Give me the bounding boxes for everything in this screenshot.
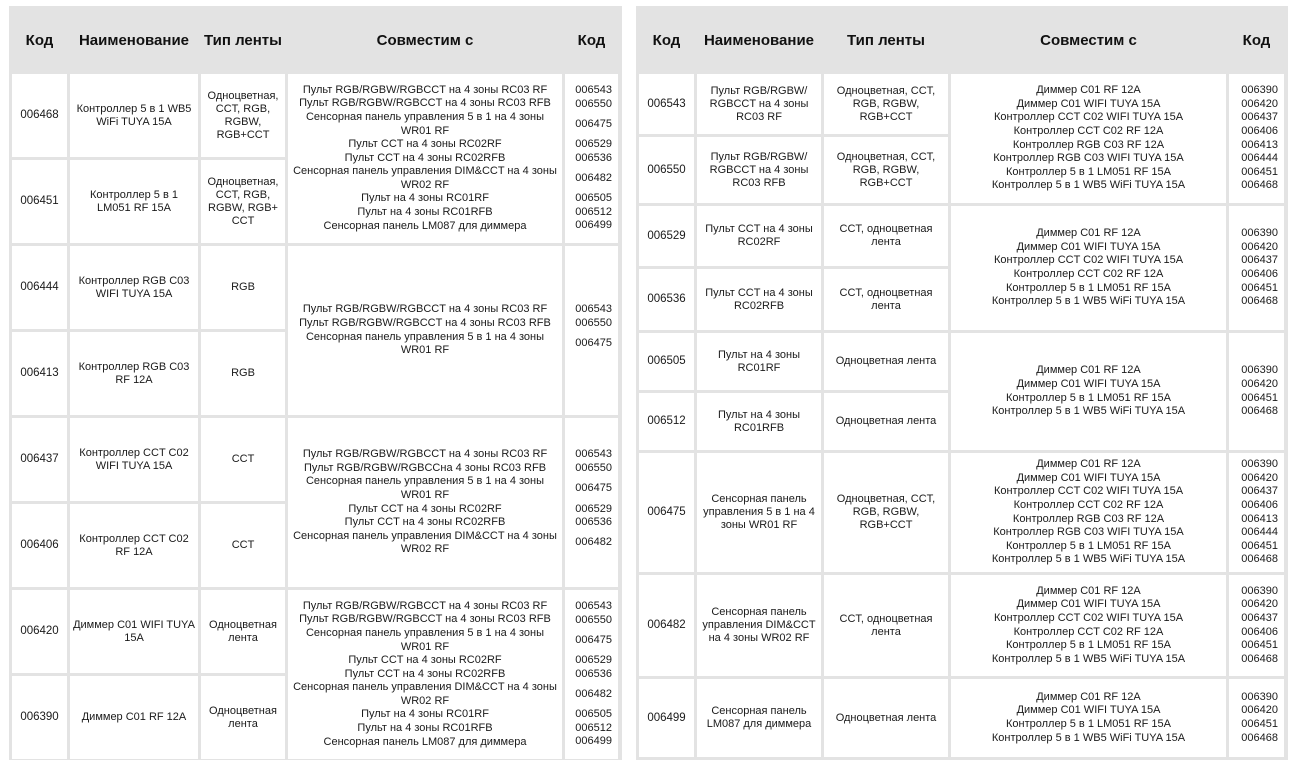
compatible-item: Пульт на 4 зоны RC01RF (361, 192, 489, 205)
compatible-item: Пульт на 4 зоны RC01RF (361, 708, 489, 721)
compatible-item: Пульт CCT на 4 зоны RC02RFB (344, 151, 506, 164)
compatible-item: Контроллер 5 в 1 LM051 RF 15A (1006, 639, 1171, 652)
compatible-item: Диммер C01 RF 12A (1036, 227, 1141, 240)
compatible-item: Контроллер CCT C02 WIFI TUYA 15A (993, 254, 1184, 267)
compatible-item: Контроллер 5 в 1 WB5 WiFi TUYA 15A (991, 731, 1186, 744)
compatible-codes (1229, 74, 1284, 203)
product-code: 006413 (12, 332, 67, 415)
compatible-codes (1229, 575, 1284, 676)
header-compat: Совместим с (288, 9, 562, 71)
compatible-item-code: 006390 (1241, 84, 1278, 97)
product-name: Сенсорная панель управления 5 в 1 на 4 зоны WR01 RF (697, 453, 821, 572)
product-code: 006505 (639, 333, 694, 390)
header-name: Наименование (70, 9, 198, 71)
compatible-item-code: 006468 (1241, 553, 1278, 566)
compatible-item-code: 006390 (1241, 584, 1278, 597)
compatible-item: Контроллер 5 в 1 WB5 WiFi TUYA 15A (991, 405, 1186, 418)
product-name: Пульт CCT на 4 зоны RC02RF (697, 206, 821, 266)
compatible-item: Диммер C01 WIFI TUYA 15A (1016, 704, 1161, 717)
compatible-codes (565, 246, 618, 415)
compatible-item-code: 006475 (575, 482, 612, 495)
compatible-item: Пульт RGB/RGBW/RGBCCT на 4 зоны RC03 RF (302, 599, 548, 612)
product-code: 006529 (639, 206, 694, 266)
compatible-item-code: 006406 (1241, 124, 1278, 137)
compatible-item: Пульт на 4 зоны RC01RFB (357, 722, 493, 735)
compatible-item-code: 006550 (575, 97, 612, 110)
compatible-item-code: 006468 (1241, 295, 1278, 308)
compatible-list (288, 418, 562, 587)
compatible-item: Пульт RGB/RGBW/RGBCCT на 4 зоны RC03 RF (302, 448, 548, 461)
compatible-item-code: 006468 (1241, 405, 1278, 418)
compatible-item-code: 006420 (1241, 240, 1278, 253)
compatible-item: Диммер C01 WIFI TUYA 15A (1016, 97, 1161, 110)
product-code: 006512 (639, 393, 694, 450)
compatible-codes (1229, 206, 1284, 330)
strip-type: RGB (201, 246, 285, 329)
header-code: Код (12, 9, 67, 71)
compatible-item: Диммер C01 RF 12A (1036, 690, 1141, 703)
compatible-item-code: 006413 (1241, 512, 1278, 525)
header-code2: Код (565, 9, 618, 71)
compatible-item-code: 006420 (1241, 471, 1278, 484)
compatible-item: Диммер C01 RF 12A (1036, 84, 1141, 97)
compatible-item: Пульт CCT на 4 зоны RC02RFB (344, 516, 506, 529)
compatible-item-code: 006499 (575, 735, 612, 748)
strip-type: Одноцветная, CCT, RGB, RGBW, RGB+ CCT (201, 160, 285, 243)
product-name: Пульт RGB/RGBW/ RGBCCT на 4 зоны RC03 RFB (697, 137, 821, 203)
product-name: Пульт на 4 зоны RC01RF (697, 333, 821, 390)
compatible-item: Контроллер 5 в 1 LM051 RF 15A (1006, 539, 1171, 552)
strip-type: Одноцветная, CCT, RGB, RGBW, RGB+CCT (824, 453, 948, 572)
compatible-item: Сенсорная панель LM087 для диммера (323, 735, 527, 748)
compatible-item: Сенсорная панель LM087 для диммера (323, 219, 527, 232)
header-code2: Код (1229, 9, 1284, 71)
product-code: 006475 (639, 453, 694, 572)
compatibility-table-left (9, 6, 622, 760)
product-name: Диммер C01 WIFI TUYA 15A (70, 590, 198, 673)
compatible-item: Сенсорная панель управления 5 в 1 на 4 зоны WR01 RF (305, 330, 545, 357)
compatible-item-code: 006505 (575, 192, 612, 205)
compatible-item: Сенсорная панель управления DIM&CCT на 4 зоны WR02 RF (293, 529, 557, 556)
strip-type: Одноцветная, CCT, RGB, RGBW, RGB+CCT (824, 74, 948, 134)
compatible-item-code: 006413 (1241, 138, 1278, 151)
compatible-item-code: 006529 (575, 502, 612, 515)
compatible-item-code: 006475 (575, 337, 612, 350)
compatible-item: Контроллер CCT C02 RF 12A (1013, 124, 1164, 137)
compatible-item-code: 006536 (575, 516, 612, 529)
compatible-item-code: 006468 (1241, 179, 1278, 192)
compatible-item-code: 006482 (575, 688, 612, 700)
compatible-item: Пульт на 4 зоны RC01RFB (357, 206, 493, 219)
compatible-item: Диммер C01 WIFI TUYA 15A (1016, 598, 1161, 611)
compatible-item-code: 006550 (575, 613, 612, 626)
product-code: 006390 (12, 676, 67, 759)
product-name: Контроллер RGB C03 WIFI TUYA 15A (70, 246, 198, 329)
compatible-codes (565, 74, 618, 243)
compatible-item-code: 006543 (575, 599, 612, 612)
compatible-item-code: 006420 (1241, 97, 1278, 110)
compatible-item-code: 006482 (575, 536, 612, 549)
compatible-item: Контроллер 5 в 1 LM051 RF 15A (1006, 391, 1171, 404)
compatible-item-code: 006437 (1241, 485, 1278, 498)
compatible-item: Контроллер RGB C03 RF 12A (1012, 138, 1165, 151)
strip-type: CCT (201, 504, 285, 587)
header-type: Тип ленты (824, 9, 948, 71)
product-code: 006543 (639, 74, 694, 134)
header-compat: Совместим с (951, 9, 1226, 71)
compatible-codes (1229, 679, 1284, 757)
compatible-list (288, 246, 562, 415)
compatible-item: Пульт RGB/RGBW/RGBCCT на 4 зоны RC03 RF (302, 303, 548, 316)
compatible-item: Контроллер 5 в 1 LM051 RF 15A (1006, 281, 1171, 294)
strip-type: Одноцветная лента (201, 590, 285, 673)
strip-type: CCT, одноцветная лента (824, 575, 948, 676)
compatible-codes (565, 590, 618, 759)
compatible-item: Контроллер CCT C02 RF 12A (1013, 268, 1164, 280)
compatible-item-code: 006444 (1241, 526, 1278, 539)
compatibility-table-right (636, 6, 1288, 760)
compatible-item-code: 006543 (575, 448, 612, 461)
compatible-item: Контроллер 5 в 1 LM051 RF 15A (1006, 165, 1171, 178)
compatible-item: Пульт RGB/RGBW/RGBCCна 4 зоны RC03 RFB (303, 461, 547, 474)
compatible-item-code: 006512 (575, 205, 612, 218)
product-name: Контроллер CCT C02 RF 12A (70, 504, 198, 587)
product-code: 006420 (12, 590, 67, 673)
compatible-item-code: 006437 (1241, 254, 1278, 267)
strip-type: Одноцветная лента (201, 676, 285, 759)
product-code: 006437 (12, 418, 67, 501)
compatible-item-code: 006390 (1241, 458, 1278, 471)
compatible-item-code: 006406 (1241, 625, 1278, 638)
compatible-item: Контроллер CCT C02 RF 12A (1013, 625, 1164, 638)
compatible-item-code: 006543 (575, 303, 612, 316)
compatible-item: Диммер C01 WIFI TUYA 15A (1016, 377, 1161, 390)
compatible-item: Сенсорная панель управления DIM&CCT на 4 зоны WR02 RF (293, 165, 557, 191)
product-name: Пульт CCT на 4 зоны RC02RFB (697, 269, 821, 330)
product-name: Сенсорная панель LM087 для диммера (697, 679, 821, 757)
compatible-item-code: 006451 (1241, 391, 1278, 404)
strip-type: Одноцветная лента (824, 393, 948, 450)
compatible-item: Сенсорная панель управления DIM&CCT на 4 зоны WR02 RF (293, 681, 557, 707)
compatible-item-code: 006420 (1241, 704, 1278, 717)
compatible-item: Контроллер RGB C03 WIFI TUYA 15A (993, 152, 1184, 165)
product-name: Пульт RGB/RGBW/ RGBCCT на 4 зоны RC03 RF (697, 74, 821, 134)
compatible-item-code: 006390 (1241, 364, 1278, 377)
product-name: Сенсорная панель управления DIM&CCT на 4 зоны WR02 RF (697, 575, 821, 676)
compatible-item: Пульт CCT на 4 зоны RC02RFB (344, 667, 506, 680)
compatible-list (951, 679, 1226, 757)
compatible-item-code: 006550 (575, 461, 612, 474)
strip-type: Одноцветная лента (824, 679, 948, 757)
compatible-item-code: 006468 (1241, 652, 1278, 665)
compatible-item: Диммер C01 RF 12A (1036, 364, 1141, 377)
compatible-item-code: 006390 (1241, 227, 1278, 240)
compatible-list (951, 74, 1226, 203)
product-name: Диммер C01 RF 12A (70, 676, 198, 759)
compatible-item: Контроллер 5 в 1 WB5 WiFi TUYA 15A (991, 295, 1186, 308)
product-code: 006468 (12, 74, 67, 157)
compatible-item: Пульт RGB/RGBW/RGBCCT на 4 зоны RC03 RFB (299, 316, 551, 329)
compatible-item-code: 006536 (575, 151, 612, 164)
header-type: Тип ленты (201, 9, 285, 71)
compatible-item-code: 006437 (1241, 111, 1278, 124)
compatible-list (951, 575, 1226, 676)
compatible-item-code: 006406 (1241, 268, 1278, 280)
product-code: 006451 (12, 160, 67, 243)
strip-type: CCT (201, 418, 285, 501)
compatible-list (951, 453, 1226, 572)
compatible-item: Контроллер 5 в 1 WB5 WiFi TUYA 15A (991, 179, 1186, 192)
product-name: Контроллер 5 в 1 WB5 WiFi TUYA 15A (70, 74, 198, 157)
compatible-item-code: 006451 (1241, 639, 1278, 652)
compatible-item: Контроллер CCT C02 WIFI TUYA 15A (993, 111, 1184, 124)
compatible-codes (565, 418, 618, 587)
compatible-item: Пульт CCT на 4 зоны RC02RF (348, 138, 502, 151)
compatible-item-code: 006437 (1241, 611, 1278, 624)
compatible-item: Сенсорная панель управления 5 в 1 на 4 зоны WR01 RF (305, 626, 545, 653)
compatible-item: Пульт CCT на 4 зоны RC02RF (348, 654, 502, 667)
compatible-item-code: 006536 (575, 667, 612, 680)
compatible-item-code: 006499 (575, 219, 612, 232)
header-code: Код (639, 9, 694, 71)
compatible-list (951, 333, 1226, 450)
compatible-item: Пульт CCT на 4 зоны RC02RF (348, 502, 502, 515)
compatible-item: Сенсорная панель управления 5 в 1 на 4 зоны WR01 RF (305, 110, 545, 137)
compatible-item-code: 006420 (1241, 598, 1278, 611)
compatible-item: Диммер C01 RF 12A (1036, 458, 1141, 471)
compatible-item: Контроллер RGB C03 WIFI TUYA 15A (993, 526, 1184, 539)
compatible-item: Контроллер 5 в 1 WB5 WiFi TUYA 15A (991, 652, 1186, 665)
compatible-item-code: 006512 (575, 721, 612, 734)
product-code: 006550 (639, 137, 694, 203)
compatible-list (951, 206, 1226, 330)
compatible-item: Диммер C01 RF 12A (1036, 584, 1141, 597)
product-code: 006482 (639, 575, 694, 676)
compatible-item-code: 006406 (1241, 498, 1278, 511)
compatible-item: Сенсорная панель управления 5 в 1 на 4 зоны WR01 RF (305, 475, 545, 501)
compatible-item-code: 006529 (575, 654, 612, 667)
product-code: 006406 (12, 504, 67, 587)
compatible-item-code: 006420 (1241, 377, 1278, 390)
compatible-list (288, 590, 562, 759)
header-name: Наименование (697, 9, 821, 71)
compatible-codes (1229, 453, 1284, 572)
compatible-item-code: 006451 (1241, 718, 1278, 730)
product-name: Контроллер 5 в 1 LM051 RF 15A (70, 160, 198, 243)
compatible-item-code: 006550 (575, 317, 612, 329)
strip-type: CCT, одноцветная лента (824, 269, 948, 330)
product-code: 006444 (12, 246, 67, 329)
compatible-item: Пульт RGB/RGBW/RGBCCT на 4 зоны RC03 RFB (299, 97, 551, 110)
strip-type: Одноцветная, CCT, RGB, RGBW, RGB+CCT (824, 137, 948, 203)
compatible-list (288, 74, 562, 243)
compatible-item-code: 006529 (575, 138, 612, 151)
compatible-item: Пульт RGB/RGBW/RGBCCT на 4 зоны RC03 RFB (299, 613, 551, 626)
compatible-item: Контроллер CCT C02 WIFI TUYA 15A (993, 485, 1184, 498)
product-name: Контроллер RGB C03 RF 12A (70, 332, 198, 415)
compatible-item: Контроллер RGB C03 RF 12A (1012, 512, 1165, 525)
compatible-item-code: 006451 (1241, 539, 1278, 552)
strip-type: CCT, одноцветная лента (824, 206, 948, 266)
compatible-item: Контроллер CCT C02 RF 12A (1013, 498, 1164, 511)
compatible-item: Диммер C01 WIFI TUYA 15A (1016, 471, 1161, 484)
strip-type: Одноцветная лента (824, 333, 948, 390)
compatible-item-code: 006475 (575, 117, 612, 130)
compatible-item-code: 006451 (1241, 165, 1278, 178)
product-name: Контроллер CCT C02 WIFI TUYA 15A (70, 418, 198, 501)
compatible-item: Контроллер 5 в 1 WB5 WiFi TUYA 15A (991, 553, 1186, 566)
product-code: 006499 (639, 679, 694, 757)
compatible-item-code: 006451 (1241, 281, 1278, 294)
compatible-item: Диммер C01 WIFI TUYA 15A (1016, 240, 1161, 253)
compatible-item: Контроллер CCT C02 WIFI TUYA 15A (993, 611, 1184, 624)
compatible-item-code: 006543 (575, 83, 612, 96)
compatible-item-code: 006390 (1241, 690, 1278, 703)
strip-type: Одноцветная, CCT, RGB, RGBW, RGB+CCT (201, 74, 285, 157)
compatible-codes (1229, 333, 1284, 450)
product-code: 006536 (639, 269, 694, 330)
compatible-item: Пульт RGB/RGBW/RGBCCT на 4 зоны RC03 RF (302, 83, 548, 96)
compatible-item: Контроллер 5 в 1 LM051 RF 15A (1006, 718, 1171, 730)
compatible-item-code: 006468 (1241, 731, 1278, 744)
compatible-item-code: 006475 (575, 633, 612, 646)
compatible-item-code: 006444 (1241, 152, 1278, 165)
product-name: Пульт на 4 зоны RC01RFB (697, 393, 821, 450)
compatible-item-code: 006482 (575, 172, 612, 184)
compatible-item-code: 006505 (575, 708, 612, 721)
strip-type: RGB (201, 332, 285, 415)
